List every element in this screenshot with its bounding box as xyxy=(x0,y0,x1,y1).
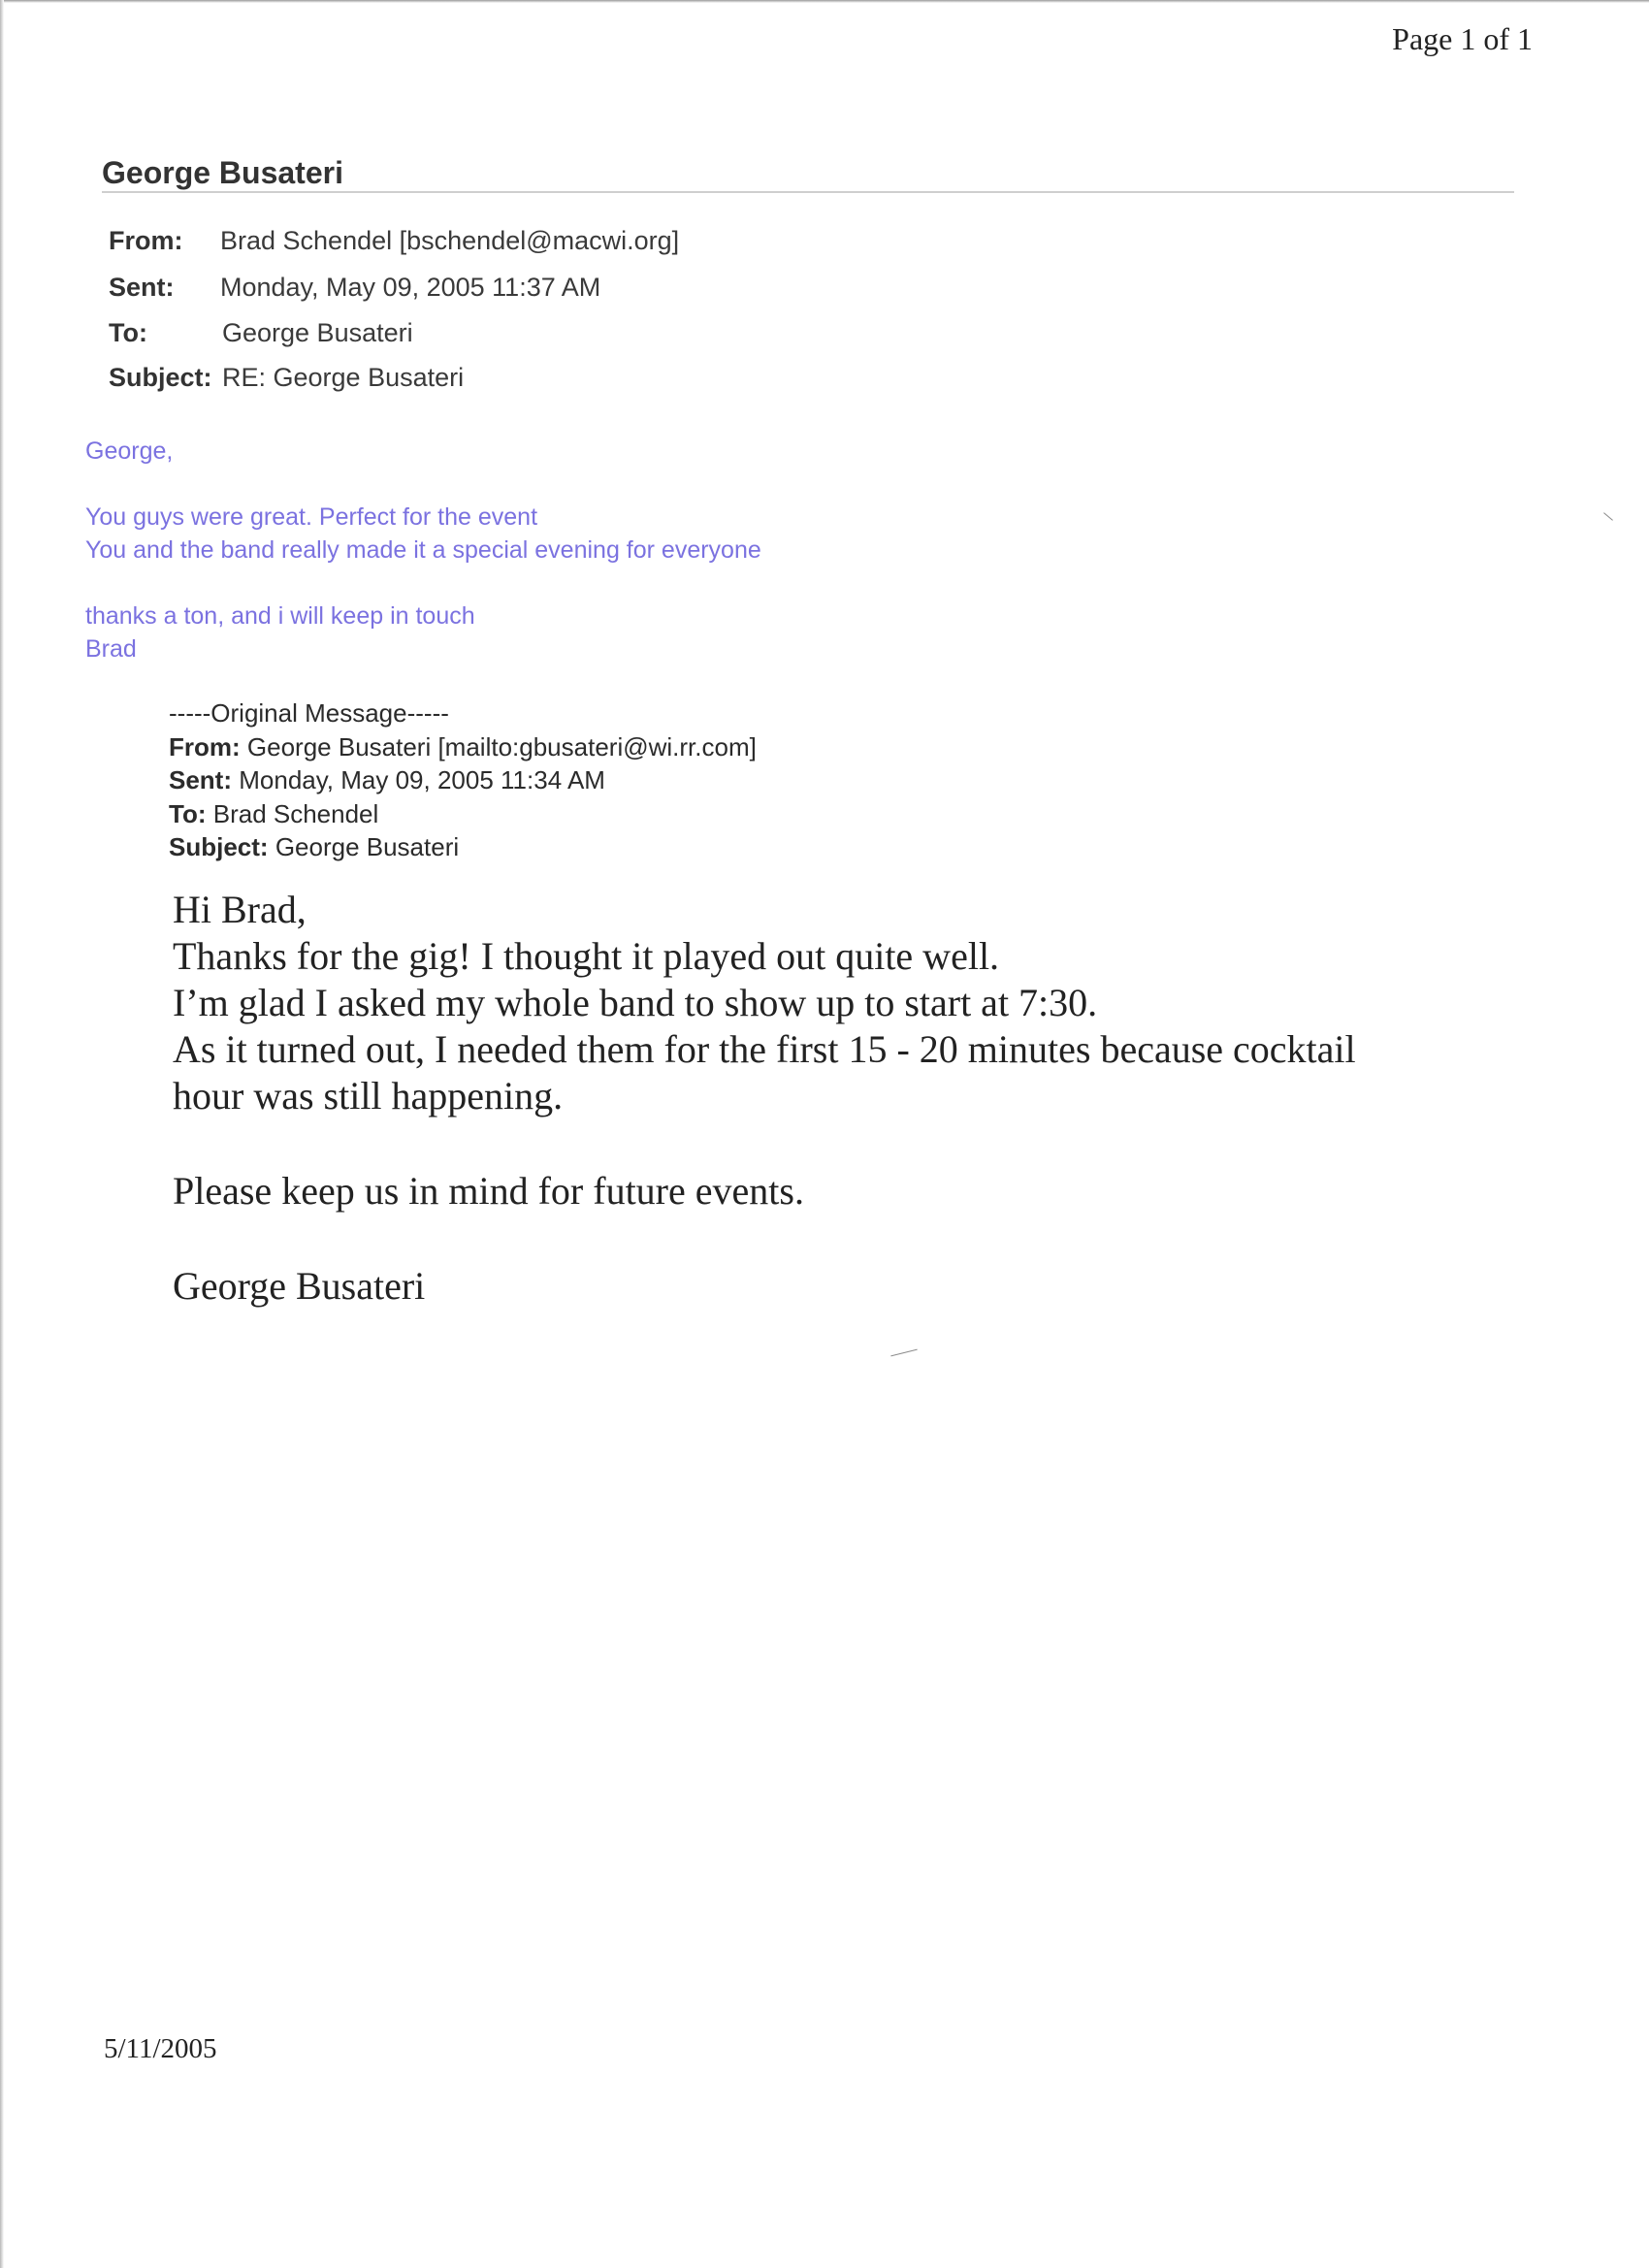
paragraph-spacer xyxy=(173,1119,1511,1168)
print-header-title: George Busateri xyxy=(102,155,343,190)
original-message-header xyxy=(169,697,757,864)
original-subject-field xyxy=(169,830,757,864)
original-line-2: I’m glad I asked my whole band to show up to start at 7:30. xyxy=(173,981,1098,1024)
reply-greeting: George, xyxy=(85,437,174,465)
to-label: To: xyxy=(109,318,147,347)
original-line-1: Thanks for the gig! I thought it played out quite well. xyxy=(173,934,1000,978)
original-from-label: From: xyxy=(169,731,241,761)
subject-field xyxy=(109,363,982,402)
original-line-3: As it turned out, I needed them for the first 15 - 20 minutes because cocktail xyxy=(173,1027,1356,1071)
original-sent-label: Sent: xyxy=(169,765,232,794)
subject-value: RE: George Busateri xyxy=(222,363,465,392)
original-message-body xyxy=(173,887,1511,1310)
original-message-separator: -----Original Message----- xyxy=(169,698,449,728)
reply-signature: Brad xyxy=(85,635,137,663)
page-left-edge xyxy=(0,0,4,2268)
to-field xyxy=(109,318,982,357)
from-value: Brad Schendel [bschendel@macwi.org] xyxy=(220,226,680,255)
reply-closing: thanks a ton, and i will keep in touch xyxy=(85,602,475,630)
original-subject-label: Subject: xyxy=(169,832,269,861)
paragraph-spacer xyxy=(173,1215,1511,1263)
original-to-label: To: xyxy=(169,798,207,828)
original-line-5: Please keep us in mind for future events. xyxy=(173,1169,804,1213)
original-to-value: Brad Schendel xyxy=(212,798,379,828)
original-from-field xyxy=(169,730,757,764)
original-sent-field xyxy=(169,763,757,797)
subject-label: Subject: xyxy=(109,363,212,392)
original-line-4: hour was still happening. xyxy=(173,1074,564,1118)
original-signature: George Busateri xyxy=(173,1264,426,1308)
reply-message-body xyxy=(85,435,761,665)
scan-speck xyxy=(1603,512,1613,520)
sent-field xyxy=(109,273,982,311)
reply-line-1: You guys were great. Perfect for the event xyxy=(85,503,538,531)
original-sent-value: Monday, May 09, 2005 11:34 AM xyxy=(239,765,605,794)
from-label: From: xyxy=(109,226,183,255)
sent-value: Monday, May 09, 2005 11:37 AM xyxy=(220,273,601,302)
sent-label: Sent: xyxy=(109,273,175,302)
original-to-field xyxy=(169,797,757,831)
page-top-edge xyxy=(0,0,1649,3)
original-from-value: George Busateri [mailto:gbusateri@wi.rr.com] xyxy=(246,731,757,761)
scan-speck xyxy=(890,1349,917,1357)
reply-spacer xyxy=(85,468,761,501)
original-subject-value: George Busateri xyxy=(275,832,460,861)
page-number: Page 1 of 1 xyxy=(1392,21,1533,56)
reply-line-2: You and the band really made it a special evening for everyone xyxy=(85,536,761,564)
print-date: 5/11/2005 xyxy=(104,2033,217,2064)
reply-spacer xyxy=(85,567,761,599)
original-greeting: Hi Brad, xyxy=(173,888,307,931)
from-field xyxy=(109,226,982,265)
header-divider xyxy=(102,191,1514,193)
to-value: George Busateri xyxy=(222,318,413,347)
